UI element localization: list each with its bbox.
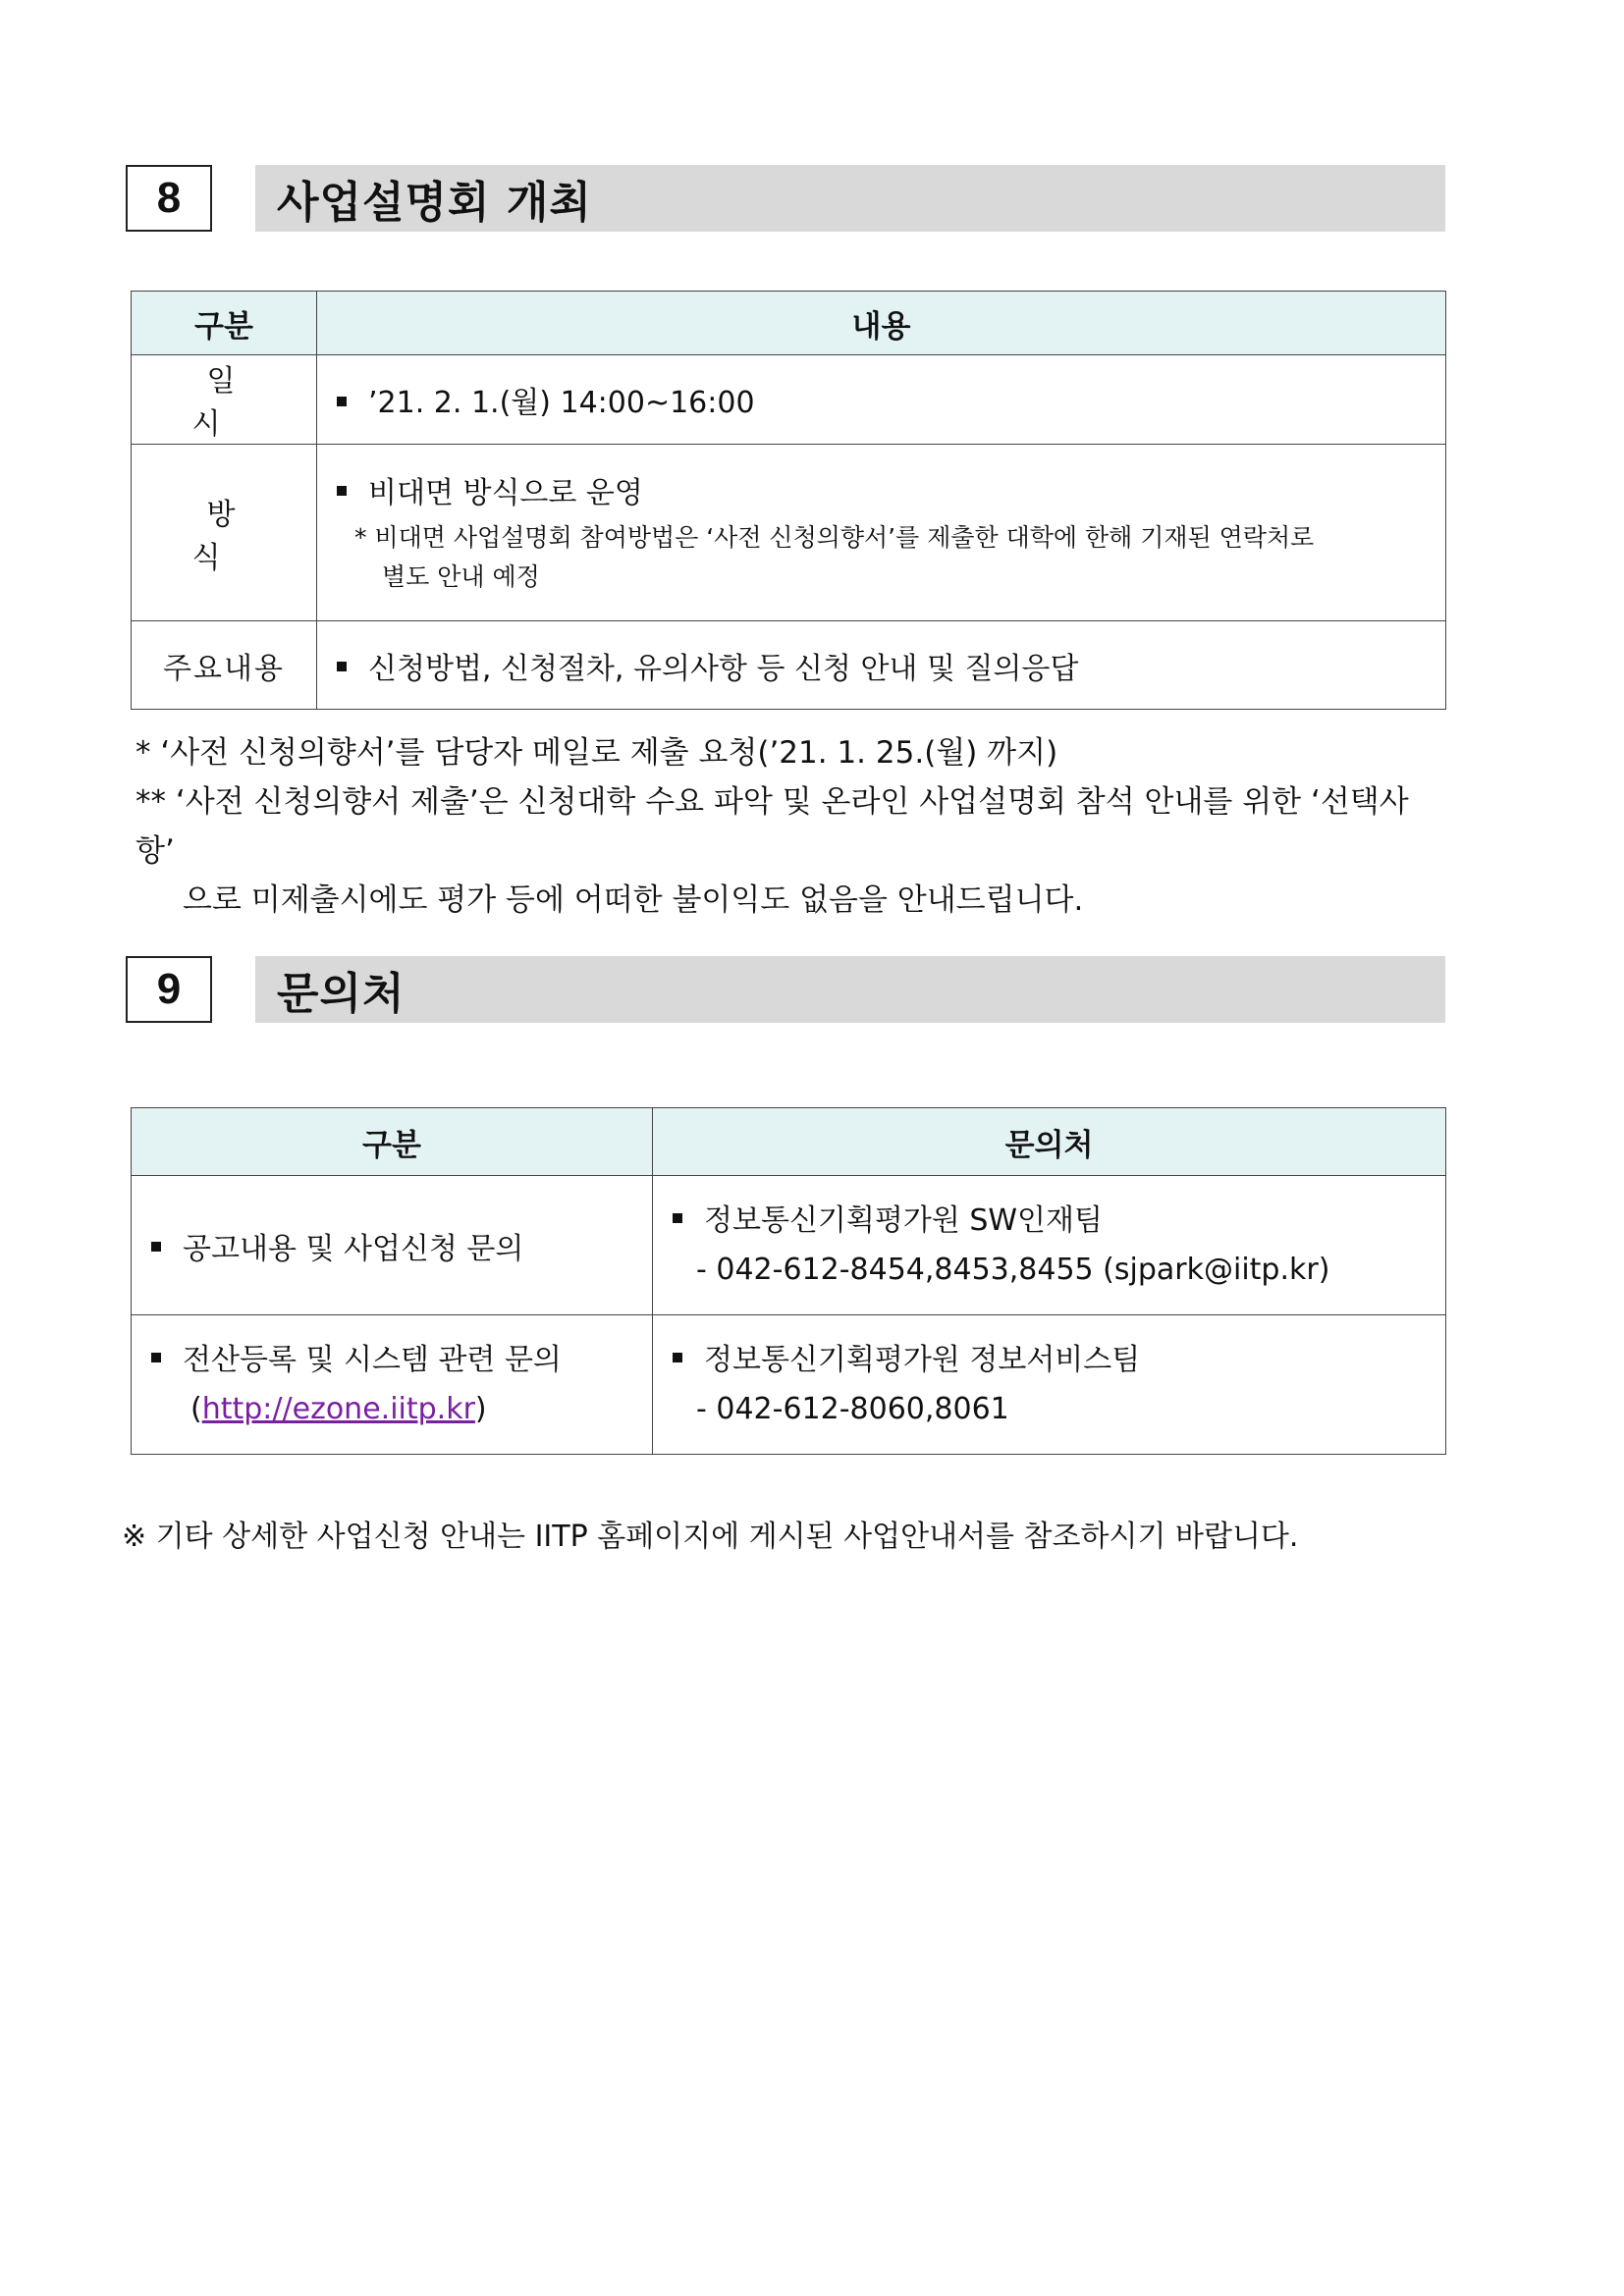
row-content: 비대면 방식으로 운영 * 비대면 사업설명회 참여방법은 ‘사전 신청의향서’를 제출한 대학에 한해 기재된 연락처로 별도 안내 예정 bbox=[317, 445, 1446, 621]
bullet-icon bbox=[337, 662, 347, 671]
contact-phone: - 042-612-8060,8061 bbox=[696, 1391, 1009, 1426]
bullet-icon bbox=[673, 1213, 682, 1223]
column-header: 구분 bbox=[132, 1108, 653, 1176]
note-2: ** ‘사전 신청의향서 제출’은 신청대학 수요 파악 및 온라인 사업설명회 참석 안내를 위한 ‘선택사항’ bbox=[135, 784, 1409, 869]
table-row bbox=[132, 1315, 1446, 1455]
footer-note: ※ 기타 상세한 사업신청 안내는 IITP 홈페이지에 게시된 사업안내서를 참조하시기 바랍니다. bbox=[122, 1520, 1299, 1554]
bullet-icon bbox=[337, 486, 347, 496]
section-8-notes bbox=[135, 728, 1447, 925]
bullet-icon bbox=[151, 1353, 161, 1362]
section-8-heading bbox=[126, 165, 1445, 232]
briefing-table bbox=[131, 291, 1446, 710]
bullet-icon bbox=[337, 397, 347, 406]
column-header: 내용 bbox=[317, 292, 1446, 355]
contact-phone: - 042-612-8454,8453,8455 (sjpark@iitp.kr) bbox=[696, 1252, 1330, 1287]
section-title: 문의처 bbox=[277, 969, 406, 1019]
inquiry-type: 전산등록 및 시스템 관련 문의 (http://ezone.iitp.kr) bbox=[132, 1315, 653, 1455]
section-title-bar bbox=[255, 165, 1445, 232]
column-header: 문의처 bbox=[653, 1108, 1446, 1176]
section-title: 사업설명회 개최 bbox=[277, 178, 592, 228]
section-number: 8 bbox=[126, 165, 212, 232]
table-row bbox=[132, 621, 1446, 710]
table-header-row bbox=[132, 1108, 1446, 1176]
row-content: ’21. 2. 1.(월) 14:00~16:00 bbox=[317, 355, 1446, 445]
column-header: 구분 bbox=[132, 292, 317, 355]
row-content: 신청방법, 신청절차, 유의사항 등 신청 안내 및 질의응답 bbox=[317, 621, 1446, 710]
row-label: 주요내용 bbox=[132, 621, 317, 710]
section-9-heading bbox=[126, 956, 1445, 1023]
table-row bbox=[132, 1176, 1446, 1315]
note-2-continued: 으로 미제출시에도 평가 등에 어떠한 불이익도 없음을 안내드립니다. bbox=[183, 882, 1084, 918]
row-label: 방 식 bbox=[132, 445, 317, 621]
row-label: 일 시 bbox=[132, 355, 317, 445]
contact-table bbox=[131, 1107, 1446, 1455]
inquiry-type: 공고내용 및 사업신청 문의 bbox=[132, 1176, 653, 1315]
note-1: * ‘사전 신청의향서’를 담당자 메일로 제출 요청(’21. 1. 25.(월) 까지) bbox=[135, 735, 1058, 771]
table-row bbox=[132, 355, 1446, 445]
bullet-icon bbox=[151, 1242, 161, 1252]
table-row bbox=[132, 445, 1446, 621]
section-title-bar bbox=[255, 956, 1445, 1023]
ezone-link[interactable]: http://ezone.iitp.kr bbox=[201, 1391, 475, 1426]
bullet-icon bbox=[673, 1353, 682, 1362]
contact-info: 정보통신기획평가원 정보서비스팀 - 042-612-8060,8061 bbox=[653, 1315, 1446, 1455]
table-header-row bbox=[132, 292, 1446, 355]
section-number: 9 bbox=[126, 956, 212, 1023]
contact-info: 정보통신기획평가원 SW인재팀 - 042-612-8454,8453,8455 (sjpark@iitp.kr) bbox=[653, 1176, 1446, 1315]
method-note: * 비대면 사업설명회 참여방법은 ‘사전 신청의향서’를 제출한 대학에 한해 기재된 연락처로 별도 안내 예정 bbox=[354, 522, 1315, 591]
